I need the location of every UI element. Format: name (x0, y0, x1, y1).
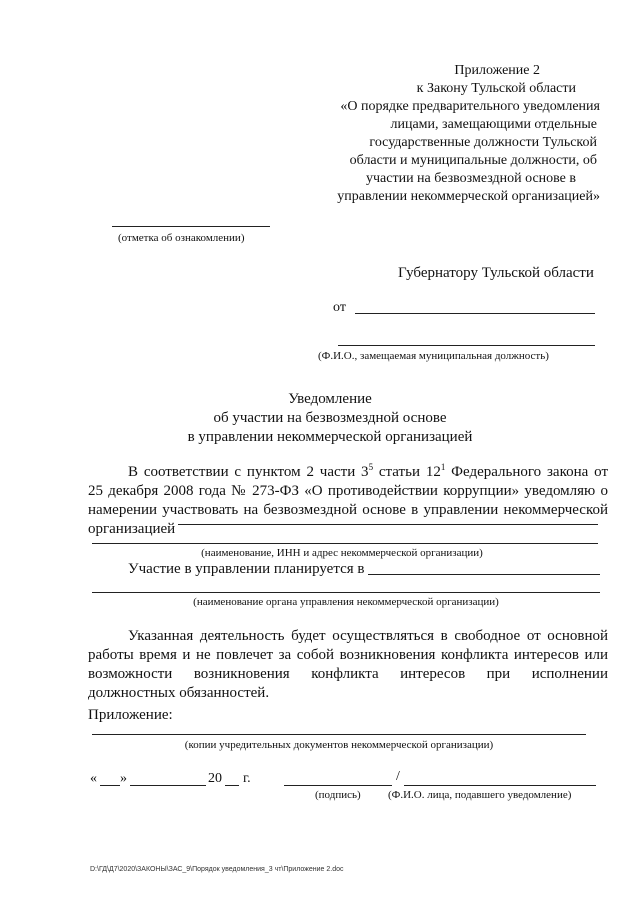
title-line: в управлении некоммерческой организацией (187, 429, 473, 445)
appendix-header (300, 62, 600, 206)
header-line: области и муниципальные должности, об (349, 153, 597, 168)
p2-line: Указанная деятельность будет осуществляться в свободное от основной (128, 628, 608, 644)
paragraph-1 (88, 458, 608, 539)
p1-text: В соответствии с пунктом 2 части 3 (128, 464, 369, 480)
superscript: 1 (440, 462, 446, 472)
date-year-line[interactable] (225, 785, 239, 786)
name-caption: (Ф.И.О. лица, подавшего уведомление) (388, 789, 572, 801)
p2-line: возможности возникновения конфликта интересов при исполнении (88, 666, 608, 682)
participation-line[interactable] (368, 574, 600, 575)
quote-open: « (90, 771, 97, 786)
organization-line-2[interactable] (92, 543, 598, 544)
header-line: Приложение 2 (454, 63, 540, 78)
addressee: Губернатору Тульской области (398, 265, 594, 281)
p2-line: должностных обязанностей. (88, 685, 270, 701)
header-line: «О порядке предварительного уведомления (340, 99, 600, 114)
signature-caption: (подпись) (315, 789, 361, 801)
p1-line (88, 458, 608, 482)
year-prefix: 20 (208, 771, 222, 786)
acknowledgement-caption: (отметка об ознакомлении) (118, 232, 245, 244)
header-line: к Закону Тульской области (416, 81, 576, 96)
acknowledgement-line[interactable] (112, 226, 270, 227)
organization-line[interactable] (178, 524, 598, 525)
header-line: управлении некоммерческой организацией» (337, 189, 600, 204)
year-suffix: г. (243, 771, 251, 786)
title-line: Уведомление (288, 391, 372, 407)
p1-line: организацией (88, 521, 176, 537)
p2-line: работы время и не повлечет за собой возникновения конфликта интересов или (88, 647, 608, 663)
slash: / (396, 769, 400, 784)
attachment-caption: (копии учредительных документов некоммерческой организации) (184, 739, 494, 751)
attachment-line[interactable] (92, 734, 586, 735)
header-line: государственные должности Тульской (369, 135, 597, 150)
date-month-line[interactable] (130, 785, 206, 786)
governing-body-caption: (наименование органа управления некоммерческой организации) (193, 596, 499, 608)
date-field (90, 770, 97, 788)
from-label: от (333, 300, 346, 315)
p1-text: Федерального закона от (445, 464, 608, 480)
document-title (100, 390, 540, 447)
p1-text: статьи 12 (373, 464, 441, 480)
p1-line: намерении участвовать на безвозмездной основе в управлении некоммерческой (88, 502, 608, 518)
paragraph-2 (88, 627, 608, 703)
participation-label: Участие в управлении планируется в (128, 561, 365, 577)
name-line[interactable] (404, 785, 596, 786)
signature-line[interactable] (284, 785, 392, 786)
from-line[interactable] (355, 313, 595, 314)
from-caption: (Ф.И.О., замещаемая муниципальная должность) (318, 350, 549, 362)
header-line: участии на безвозмездной основе в (365, 171, 576, 186)
attachment-label: Приложение: (88, 707, 173, 723)
organization-caption: (наименование, ИНН и адрес некоммерческой организации) (201, 547, 483, 559)
file-path-footer: D:\ГД\Д7\2020\ЗАКОНЫ\ЗАС_9\Порядок уведомления_3 чт\Приложение 2.doc (90, 866, 344, 873)
superscript: 5 (368, 462, 374, 472)
from-line-2[interactable] (338, 345, 595, 346)
quote-close: » (120, 771, 127, 786)
title-line: об участии на безвозмездной основе (213, 410, 447, 426)
p1-line: 25 декабря 2008 года № 273-ФЗ «О противодействии коррупции» уведомляю о (88, 483, 608, 499)
date-day-line[interactable] (100, 785, 120, 786)
participation-line-2[interactable] (92, 592, 600, 593)
header-line: лицами, замещающими отдельные (390, 117, 597, 132)
